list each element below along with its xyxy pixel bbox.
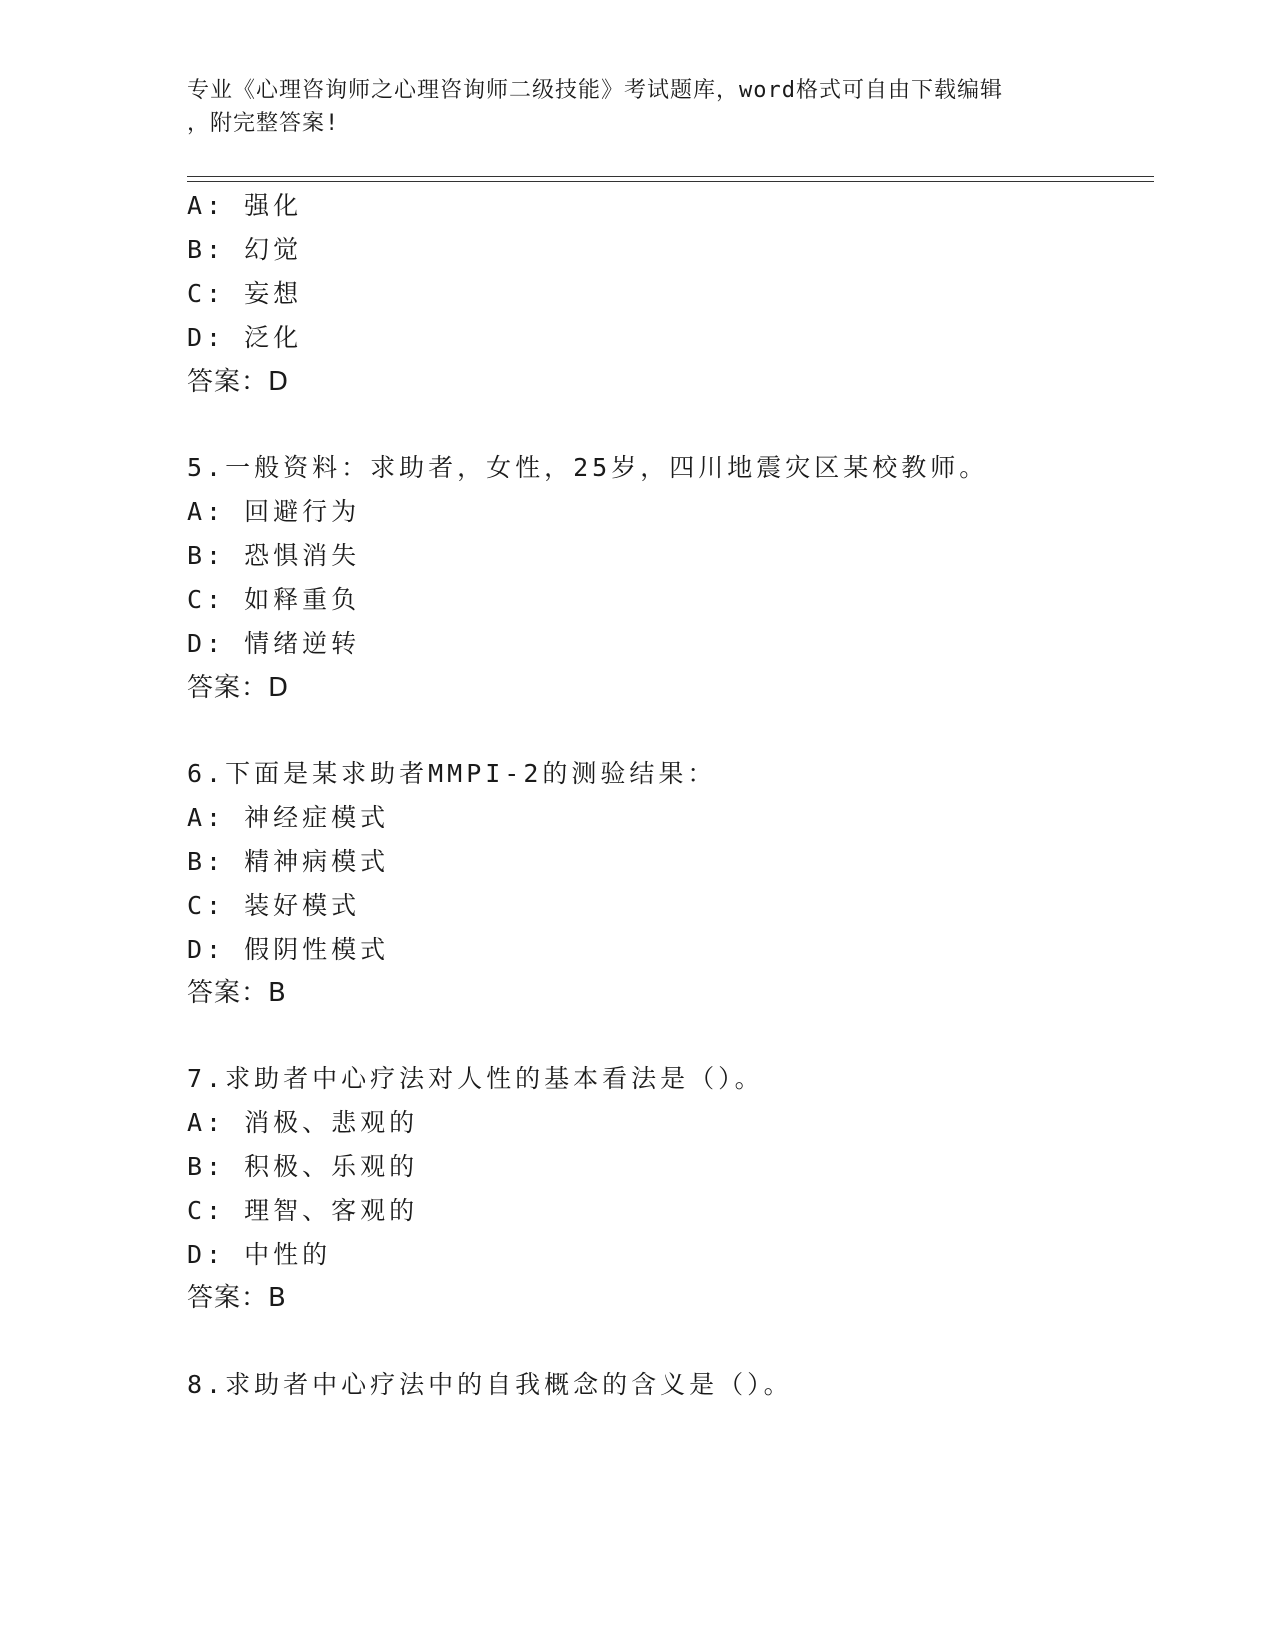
q5-option-d: D: 情绪逆转 [187,629,361,658]
q6-option-d: D: 假阴性模式 [187,935,390,964]
q6-option-a: A: 神经症模式 [187,803,390,832]
header-divider-bottom [187,181,1154,182]
q6-answer: 答案：B [187,978,287,1008]
q4-option-b: B: 幻觉 [187,235,303,264]
q7-option-b: B: 积极、乐观的 [187,1152,419,1181]
q7-option-a: A: 消极、悲观的 [187,1108,419,1137]
q4-option-a: A: 强化 [187,191,303,220]
q5-option-c: C: 如释重负 [187,585,361,614]
q6-option-b: B: 精神病模式 [187,847,390,876]
document-header [187,74,1087,140]
q7-option-d: D: 中性的 [187,1240,332,1269]
q7-question: 7.求助者中心疗法对人性的基本看法是（）。 [187,1064,764,1093]
header-divider-top [187,176,1154,177]
q8-question: 8.求助者中心疗法中的自我概念的含义是（）。 [187,1370,793,1399]
header-line-2: ，附完整答案! [187,111,340,136]
header-line-1: 专业《心理咨询师之心理咨询师二级技能》考试题库，word格式可自由下载编辑 [187,78,1003,103]
q7-option-c: C: 理智、客观的 [187,1196,419,1225]
q5-answer: 答案：D [187,673,290,703]
q4-option-c: C: 妄想 [187,279,303,308]
q4-answer: 答案：D [187,367,290,397]
q4-option-d: D: 泛化 [187,323,303,352]
q6-question: 6.下面是某求助者MMPI-2的测验结果： [187,759,717,788]
q5-question: 5.一般资料：求助者，女性，25岁，四川地震灾区某校教师。 [187,453,989,482]
q5-option-b: B: 恐惧消失 [187,541,361,570]
q7-answer: 答案：B [187,1283,287,1313]
q5-option-a: A: 回避行为 [187,497,361,526]
q6-option-c: C: 装好模式 [187,891,361,920]
